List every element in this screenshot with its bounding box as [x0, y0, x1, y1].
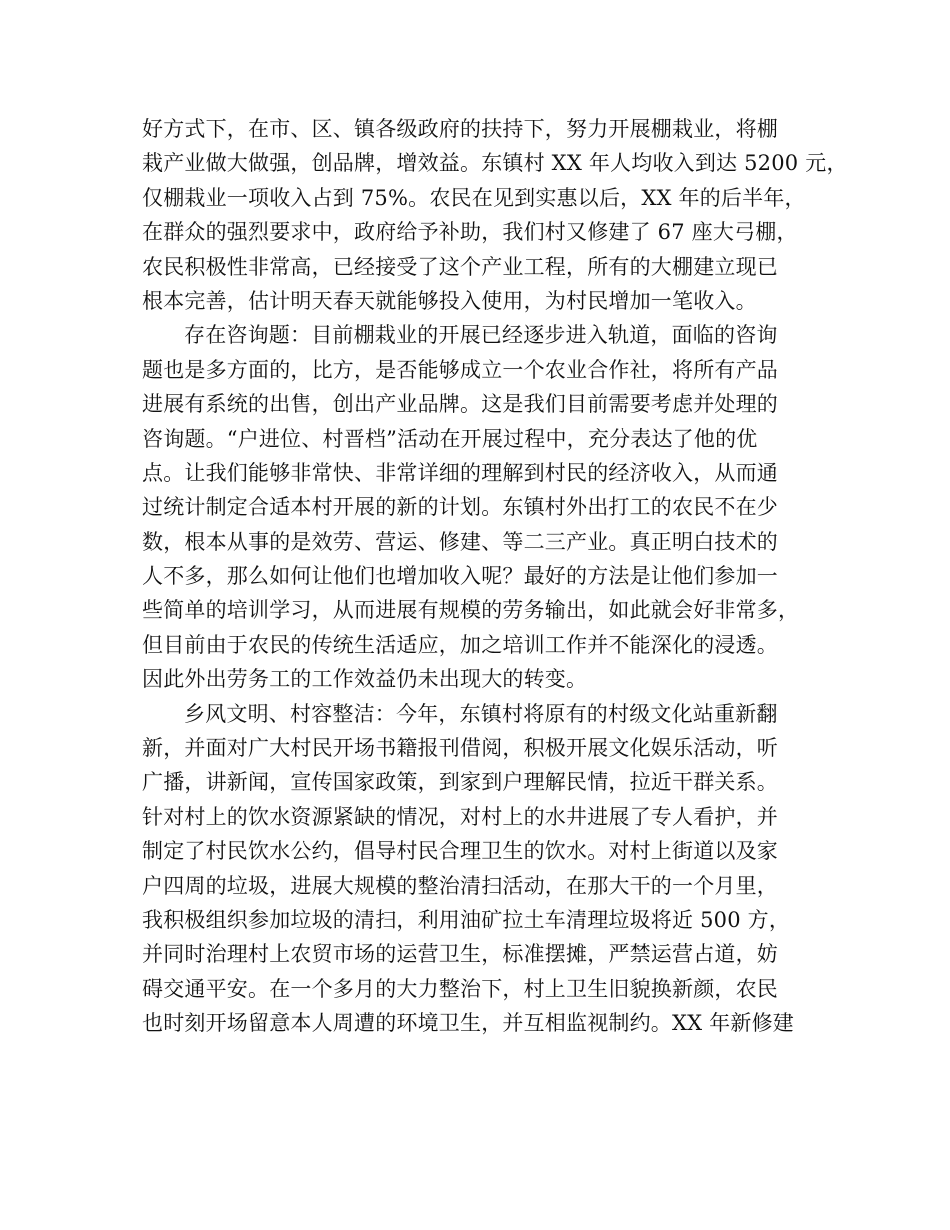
text-line: 农民积极性非常高，已经接受了这个产业工程，所有的大棚建立现已 — [142, 254, 778, 279]
text-line: 点。让我们能够非常快、非常详细的理解到村民的经济收入，从而通 — [142, 460, 778, 485]
text-line: 数，根本从事的是效劳、营运、修建、等二三产业。真正明白技术的 — [142, 529, 778, 554]
text-line: 仅棚栽业一项收入占到 75%。农民在见到实惠以后，XX 年的后半年， — [142, 185, 806, 210]
text-line: 栽产业做大做强，创品牌，增效益。东镇村 XX 年人均收入到达 5200 元， — [142, 151, 848, 176]
text-line: 针对村上的饮水资源紧缺的情况，对村上的水井进展了专人看护，并 — [142, 804, 778, 829]
text-line: 存在咨询题：目前棚栽业的开展已经逐步进入轨道，面临的咨询 — [184, 323, 778, 348]
text-line: 因此外出劳务工的工作效益仍未出现大的转变。 — [142, 667, 588, 692]
text-line: 并同时治理村上农贸市场的运营卫生，标准摆摊，严禁运营占道，妨 — [142, 942, 778, 967]
text-line: 过统计制定合适本村开展的新的计划。东镇村外出打工的农民不在少 — [142, 495, 778, 520]
text-line: 但目前由于农民的传统生活适应，加之培训工作并不能深化的浸透。 — [142, 632, 778, 657]
text-line: 些简单的培训学习，从而进展有规模的劳务输出，如此就会好非常多， — [142, 598, 800, 623]
text-line: 根本完善，估计明天春天就能够投入使用，为村民增加一笔收入。 — [142, 288, 757, 313]
document-body-text — [142, 112, 848, 1041]
text-line: 题也是多方面的，比方，是否能够成立一个农业合作社，将所有产品 — [142, 357, 778, 382]
text-line: 户四周的垃圾，进展大规模的整治清扫活动，在那大干的一个月里， — [142, 873, 778, 898]
text-line: 广播，讲新闻，宣传国家政策，到家到户理解民情，拉近干群关系。 — [142, 770, 778, 795]
text-line: 咨询题。“户进位、村晋档”活动在开展过程中，充分表达了他的优 — [142, 426, 758, 451]
text-line: 人不多，那么如何让他们也增加收入呢？最好的方法是让他们参加一 — [142, 564, 778, 589]
text-line: 乡风文明、村容整洁：今年，东镇村将原有的村级文化站重新翻 — [184, 701, 778, 726]
text-line: 好方式下，在市、区、镇各级政府的扶持下，努力开展棚栽业，将棚 — [142, 117, 778, 141]
text-line: 我积极组织参加垃圾的清扫，利用油矿拉土车清理垃圾将近 500 方， — [142, 907, 791, 932]
text-line: 制定了村民饮水公约，倡导村民合理卫生的饮水。对村上街道以及家 — [142, 839, 778, 864]
text-line: 进展有系统的出售，创出产业品牌。这是我们目前需要考虑并处理的 — [142, 392, 778, 417]
text-line: 碍交通平安。在一个多月的大力整治下，村上卫生旧貌换新颜，农民 — [142, 976, 778, 1001]
text-line: 新，并面对广大村民开场书籍报刊借阅，积极开展文化娱乐活动，听 — [142, 736, 778, 761]
text-line: 也时刻开场留意本人周遭的环境卫生，并互相监视制约。XX 年新修建 — [142, 1011, 794, 1036]
text-line: 在群众的强烈要求中，政府给予补助，我们村又修建了 67 座大弓棚， — [142, 220, 798, 245]
